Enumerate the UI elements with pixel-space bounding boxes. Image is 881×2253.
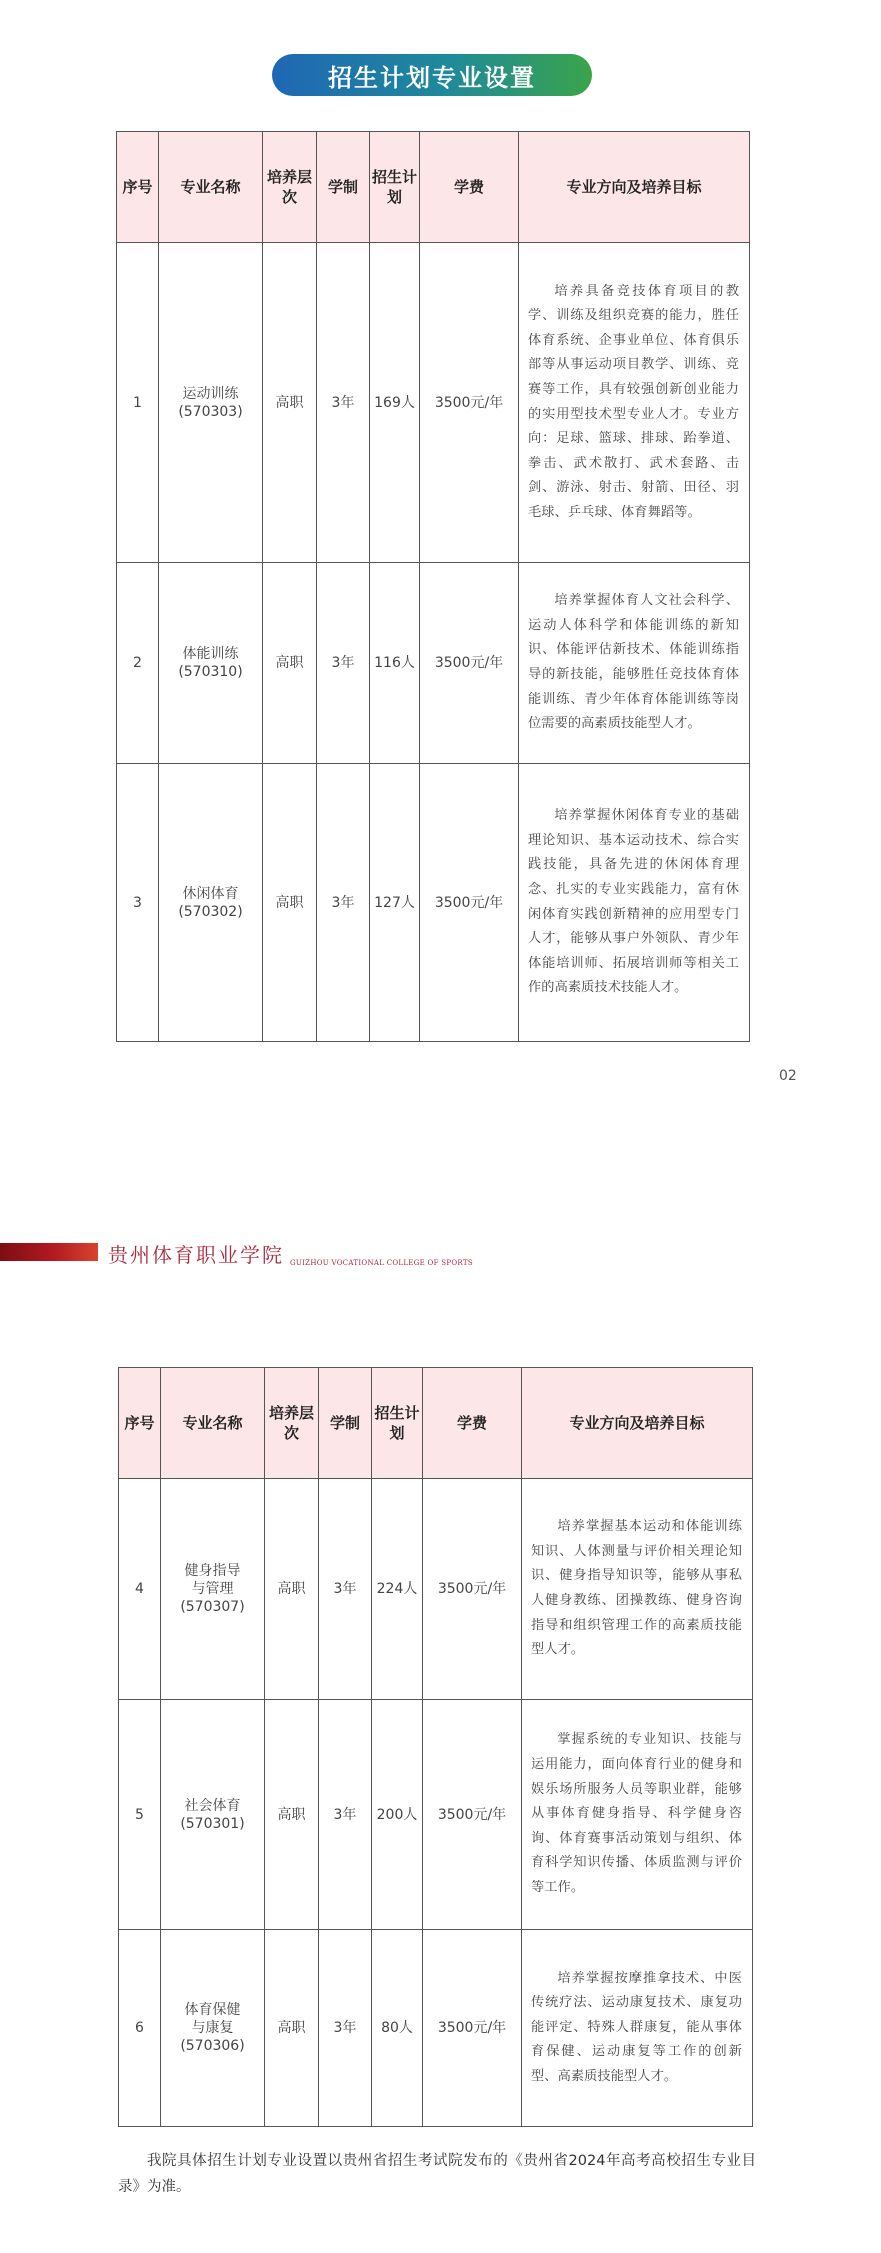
cell-duration: 3年 xyxy=(319,1700,372,1930)
cell-level: 高职 xyxy=(265,1479,319,1700)
cell-name xyxy=(161,1930,265,2127)
major-code: (570302) xyxy=(178,903,243,920)
cell-level: 高职 xyxy=(265,1930,319,2127)
cell-plan: 80人 xyxy=(372,1930,423,2127)
cell-duration: 3年 xyxy=(317,563,370,764)
header-level: 培养层次 xyxy=(265,1368,319,1479)
table-row xyxy=(119,1479,753,1700)
major-name: 体育保健与康复 xyxy=(184,2002,241,2036)
cell-no: 5 xyxy=(119,1700,161,1930)
cell-goal: 培养掌握按摩推拿技术、中医传统疗法、运动康复技术、康复功能评定、特殊人群康复，能从事体育保健、运动康复等工作的创新型、高素质技能型人才。 xyxy=(522,1930,753,2127)
header-name: 专业名称 xyxy=(161,1368,265,1479)
cell-goal: 培养掌握基本运动和体能训练知识、人体测量与评价相关理论知识、健身指导知识等，能够从事私人健身教练、团操教练、健身咨询指导和组织管理工作的高素质技能型人才。 xyxy=(522,1479,753,1700)
cell-no: 4 xyxy=(119,1479,161,1700)
section-title: 招生计划专业设置 xyxy=(328,63,536,92)
header-no: 序号 xyxy=(119,1368,161,1479)
cell-name xyxy=(161,1700,265,1930)
cell-plan: 169人 xyxy=(370,243,420,563)
header-plan: 招生计划 xyxy=(372,1368,423,1479)
college-accent-bar xyxy=(0,1243,98,1261)
cell-plan: 127人 xyxy=(370,764,420,1042)
header-plan: 招生计划 xyxy=(370,132,420,243)
major-table-page-1 xyxy=(116,131,750,1042)
header-fee: 学费 xyxy=(420,132,519,243)
cell-level: 高职 xyxy=(263,563,317,764)
header-no: 序号 xyxy=(117,132,159,243)
cell-name xyxy=(161,1479,265,1700)
cell-no: 2 xyxy=(117,563,159,764)
cell-no: 1 xyxy=(117,243,159,563)
header-fee: 学费 xyxy=(423,1368,522,1479)
major-name: 健身指导与管理 xyxy=(184,1563,241,1597)
major-name: 社会体育 xyxy=(184,1797,241,1814)
major-code: (570301) xyxy=(180,1815,245,1832)
cell-fee: 3500元/年 xyxy=(420,563,519,764)
cell-no: 6 xyxy=(119,1930,161,2127)
table-row xyxy=(117,563,750,764)
table-header-row xyxy=(119,1368,753,1479)
cell-duration: 3年 xyxy=(317,243,370,563)
table-row xyxy=(117,764,750,1042)
cell-duration: 3年 xyxy=(317,764,370,1042)
section-title-banner xyxy=(272,54,592,96)
cell-goal: 培养掌握体育人文社会科学、运动人体科学和体能训练的新知识、体能评估新技术、体能训练指导的新技能，能够胜任竞技体育体能训练、青少年体育体能训练等岗位需要的高素质技能型人才。 xyxy=(519,563,750,764)
major-code: (570307) xyxy=(180,1599,245,1615)
major-name: 休闲体育 xyxy=(182,885,239,902)
table-row xyxy=(117,243,750,563)
header-level: 培养层次 xyxy=(263,132,317,243)
cell-plan: 116人 xyxy=(370,563,420,764)
major-code: (570303) xyxy=(178,403,243,420)
cell-level: 高职 xyxy=(263,764,317,1042)
major-name: 体能训练 xyxy=(182,646,239,662)
cell-no: 3 xyxy=(117,764,159,1042)
header-goal: 专业方向及培养目标 xyxy=(519,132,750,243)
header-goal: 专业方向及培养目标 xyxy=(522,1368,753,1479)
cell-goal: 培养掌握休闲体育专业的基础理论知识、基本运动技术、综合实践技能，具备先进的休闲体育理念、扎实的专业实践能力，富有休闲体育实践创新精神的应用型专门人才，能够从事户外领队、青少年体能培训师、拓展培训师等相关工作的高素质技术技能人才。 xyxy=(519,764,750,1042)
cell-duration: 3年 xyxy=(319,1479,372,1700)
header-name: 专业名称 xyxy=(159,132,263,243)
cell-duration: 3年 xyxy=(319,1930,372,2127)
college-name-english: GUIZHOU VOCATIONAL COLLEGE OF SPORTS xyxy=(290,1259,473,1267)
cell-name xyxy=(159,563,263,764)
cell-fee: 3500元/年 xyxy=(423,1479,522,1700)
table-row xyxy=(119,1930,753,2127)
header-duration: 学制 xyxy=(319,1368,372,1479)
table-row xyxy=(119,1700,753,1930)
cell-goal: 培养具备竞技体育项目的教学、训练及组织竞赛的能力，胜任体育系统、企事业单位、体育俱乐部等从事运动项目教学、训练、竞赛等工作，具有较强创新创业能力的实用型技术型专业人才。专业方向：足球、篮球、排球、跆拳道、拳击、武术散打、武术套路、击剑、游泳、射击、射箭、田径、羽毛球、乒乓球、体育舞蹈等。 xyxy=(519,243,750,563)
cell-fee: 3500元/年 xyxy=(423,1930,522,2127)
table-header-row xyxy=(117,132,750,243)
cell-name xyxy=(159,764,263,1042)
cell-plan: 200人 xyxy=(372,1700,423,1930)
cell-fee: 3500元/年 xyxy=(420,243,519,563)
cell-level: 高职 xyxy=(265,1700,319,1930)
footnote: 我院具体招生计划专业设置以贵州省招生考试院发布的《贵州省2024年高考高校招生专业目录》为准。 xyxy=(118,2153,756,2195)
cell-goal: 掌握系统的专业知识、技能与运用能力，面向体育行业的健身和娱乐场所服务人员等职业群，能够从事体育健身指导、科学健身咨询、体育赛事活动策划与组织、体育科学知识传播、体质监测与评价等工作。 xyxy=(522,1700,753,1930)
major-code: (570310) xyxy=(178,664,243,680)
major-name: 运动训练 xyxy=(182,385,239,402)
major-table-page-2 xyxy=(118,1367,753,2127)
cell-plan: 224人 xyxy=(372,1479,423,1700)
header-duration: 学制 xyxy=(317,132,370,243)
major-code: (570306) xyxy=(180,2038,245,2054)
cell-name xyxy=(159,243,263,563)
cell-level: 高职 xyxy=(263,243,317,563)
cell-fee: 3500元/年 xyxy=(423,1700,522,1930)
page-number: 02 xyxy=(779,1068,797,1084)
cell-fee: 3500元/年 xyxy=(420,764,519,1042)
college-name: 贵州体育职业学院 xyxy=(108,1243,284,1267)
